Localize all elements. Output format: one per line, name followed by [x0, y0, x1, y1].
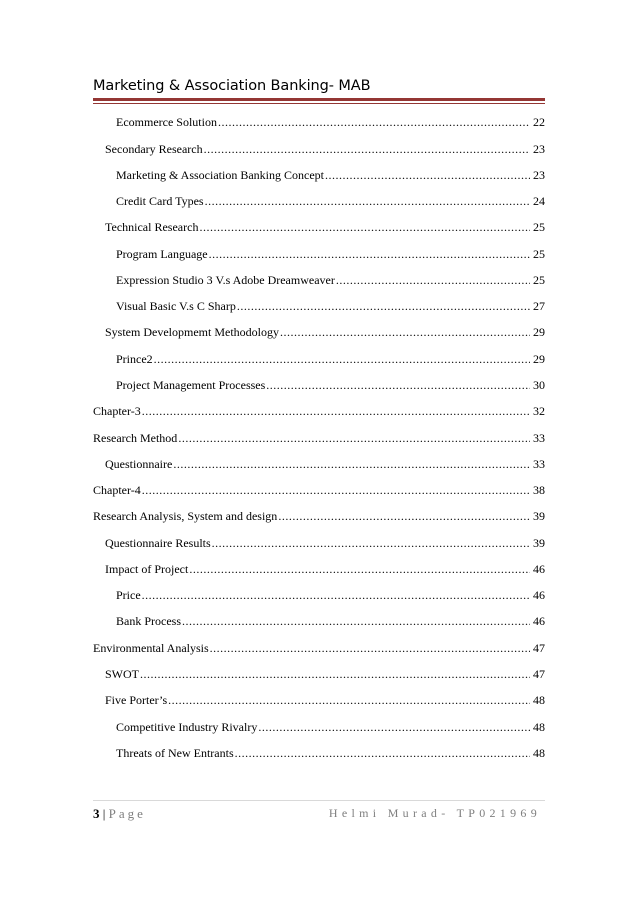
toc-entry-label: Visual Basic V.s C Sharp	[116, 299, 236, 313]
toc-entry-page: 47	[533, 667, 545, 681]
toc-entry-questionnaire-results[interactable]	[105, 536, 545, 552]
toc-entry-label: Research Method	[93, 431, 178, 445]
toc-entry-page: 38	[533, 483, 545, 497]
toc-entry-ecommerce-solution[interactable]	[116, 115, 545, 131]
header-rule-thin	[93, 103, 545, 104]
toc-entry-credit-card-types[interactable]	[116, 194, 545, 210]
toc-entry-label: Chapter-3	[93, 404, 141, 418]
toc-entry-label: Technical Research	[105, 220, 199, 234]
toc-entry-secondary-research[interactable]	[105, 142, 545, 158]
toc-entry-page: 29	[533, 352, 545, 366]
toc-entry-label: Prince2	[116, 352, 153, 366]
toc-entry-price[interactable]	[116, 588, 545, 604]
toc-entry-label: Threats of New Entrants	[116, 746, 234, 760]
toc-entry-questionnaire[interactable]	[105, 457, 545, 473]
toc-entry-page: 48	[533, 720, 545, 734]
toc-entry-page: 23	[533, 168, 545, 182]
toc-entry-page: 46	[533, 588, 545, 602]
toc-entry-page: 46	[533, 614, 545, 628]
toc-entry-page: 22	[533, 115, 545, 129]
toc-entry-label: Project Management Processes	[116, 378, 266, 392]
toc-entry-visual-basic-vs-c-sharp[interactable]	[116, 299, 545, 315]
toc-entry-technical-research[interactable]	[105, 220, 545, 236]
toc-entry-label: Price	[116, 588, 141, 602]
toc-entry-page: 39	[533, 509, 545, 523]
toc-entry-page: 46	[533, 562, 545, 576]
toc-entry-label: Environmental Analysis	[93, 641, 209, 655]
toc-entry-label: Secondary Research	[105, 142, 203, 156]
toc-entry-marketing-association-banking-concept[interactable]	[116, 168, 545, 184]
toc-entry-page: 48	[533, 693, 545, 707]
footer-page-number: 3	[93, 806, 100, 821]
toc-entry-page: 25	[533, 220, 545, 234]
toc-entry-label: Research Analysis, System and design	[93, 509, 278, 523]
toc-entry-label: Questionnaire Results	[105, 536, 211, 550]
footer-page-label: Page	[108, 806, 146, 821]
footer-separator: |	[102, 806, 106, 821]
toc-entry-environmental-analysis[interactable]	[93, 641, 545, 657]
toc-entry-page: 29	[533, 325, 545, 339]
toc-entry-page: 32	[533, 404, 545, 418]
footer-page-indicator	[93, 806, 146, 822]
toc-entry-page: 25	[533, 273, 545, 287]
footer-author: Helmi Murad- TP021969	[328, 806, 541, 820]
toc-entry-chapter-4[interactable]	[93, 483, 545, 499]
toc-entry-threats-of-new-entrants[interactable]	[116, 746, 545, 762]
header-rule-thick	[93, 98, 545, 101]
toc-entry-page: 33	[533, 457, 545, 471]
toc-entry-expression-studio-vs-dreamweaver[interactable]	[116, 273, 545, 289]
toc-entry-label: Credit Card Types	[116, 194, 204, 208]
toc-entry-label: Ecommerce Solution	[116, 115, 217, 129]
toc-entry-label: Questionnaire	[105, 457, 173, 471]
toc-entry-label: SWOT	[105, 667, 139, 681]
toc-entry-page: 25	[533, 247, 545, 261]
toc-entry-page: 48	[533, 746, 545, 760]
toc-entry-label: Impact of Project	[105, 562, 189, 576]
toc-entry-impact-of-project[interactable]	[105, 562, 545, 578]
toc-entry-research-method[interactable]	[93, 431, 545, 447]
toc-entry-research-analysis-system-design[interactable]	[93, 509, 545, 525]
toc-entry-label: Five Porter’s	[105, 693, 168, 707]
toc-entry-label: Program Language	[116, 247, 208, 261]
toc-entry-system-development-methodology[interactable]	[105, 325, 545, 341]
toc-entry-label: System Developmemt Methodology	[105, 325, 279, 339]
toc-entry-label: Expression Studio 3 V.s Adobe Dreamweaver	[116, 273, 335, 287]
document-header-title: Marketing & Association Banking- MAB	[93, 78, 371, 94]
toc-entry-label: Competitive Industry Rivalry	[116, 720, 258, 734]
toc-entry-page: 23	[533, 142, 545, 156]
toc-entry-page: 24	[533, 194, 545, 208]
toc-entry-page: 27	[533, 299, 545, 313]
toc-entry-label: Bank Process	[116, 614, 181, 628]
toc-entry-swot[interactable]	[105, 667, 545, 683]
toc-entry-label: Chapter-4	[93, 483, 141, 497]
toc-entry-competitive-industry-rivalry[interactable]	[116, 720, 545, 736]
footer-rule	[93, 800, 545, 801]
toc-entry-chapter-3[interactable]	[93, 404, 545, 420]
toc-entry-label: Marketing & Association Banking Concept	[116, 168, 324, 182]
toc-entry-page: 33	[533, 431, 545, 445]
toc-entry-page: 47	[533, 641, 545, 655]
toc-entry-program-language[interactable]	[116, 247, 545, 263]
toc-entry-page: 30	[533, 378, 545, 392]
toc-entry-bank-process[interactable]	[116, 614, 545, 630]
toc-entry-five-porters[interactable]	[105, 693, 545, 709]
toc-entry-project-management-processes[interactable]	[116, 378, 545, 394]
toc-entry-prince2[interactable]	[116, 352, 545, 368]
toc-entry-page: 39	[533, 536, 545, 550]
